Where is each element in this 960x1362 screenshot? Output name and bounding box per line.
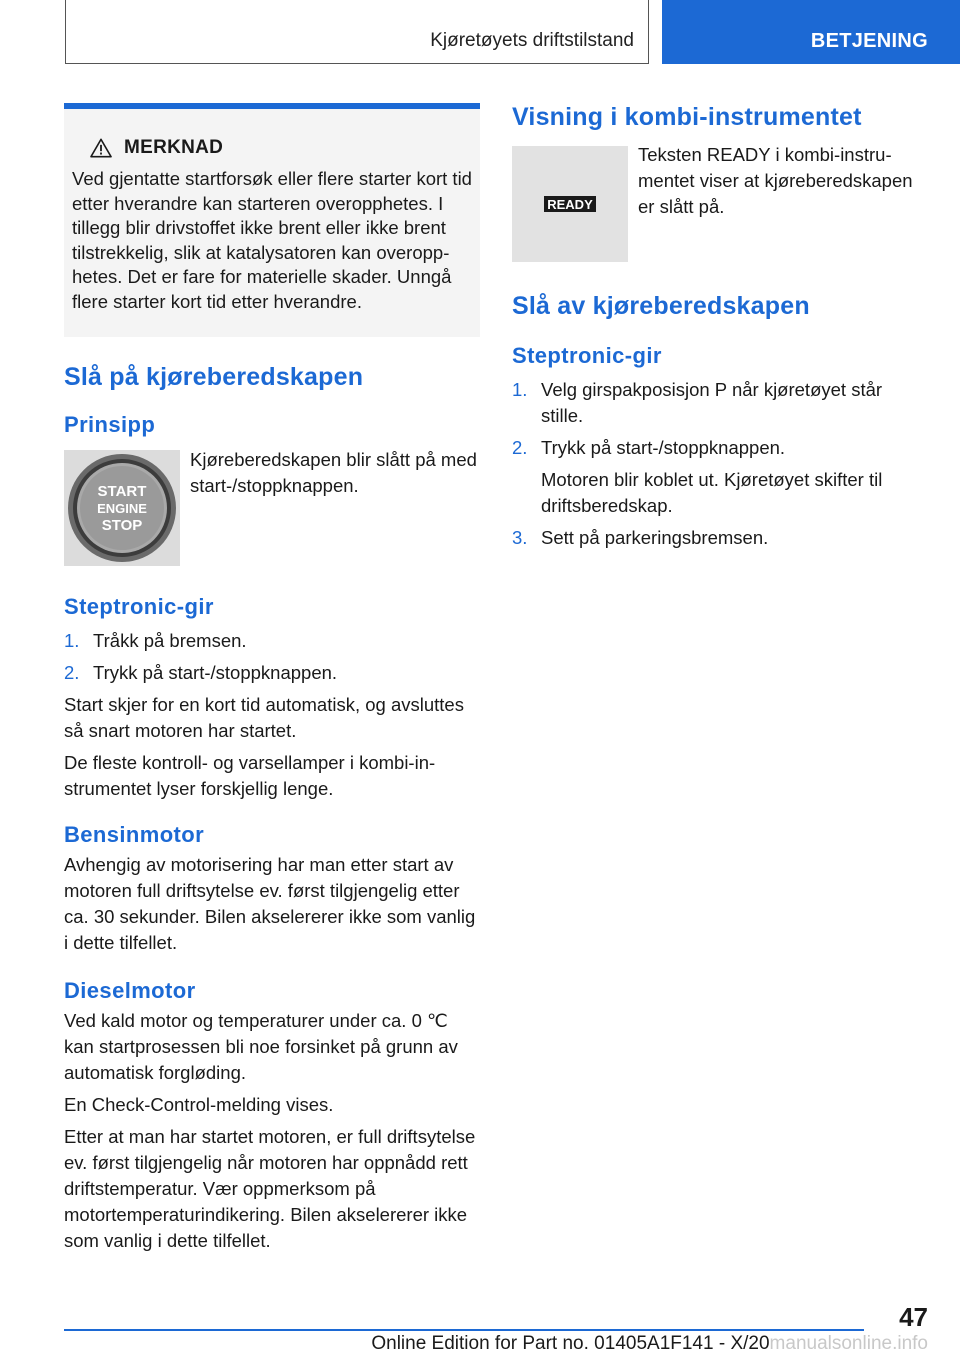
- start-stop-button-icon: [64, 450, 180, 566]
- stop-label: STOP: [101, 516, 143, 534]
- step-number: 3.: [512, 527, 528, 548]
- heading-steptronic-on: Steptronic-gir: [64, 593, 214, 619]
- step-text: Trykk på start-/stoppknappen.: [541, 437, 786, 458]
- engine-label: ENGINE: [97, 500, 147, 516]
- page-number: 47: [899, 1302, 928, 1332]
- list-item: [64, 660, 480, 686]
- heading-switch-off: Slå av kjøreberedskapen: [512, 292, 810, 320]
- heading-switch-on: Slå på kjøreberedskapen: [64, 362, 364, 391]
- heading-diesel: Dieselmotor: [64, 977, 196, 1003]
- list-item: [512, 525, 928, 551]
- heading-steptronic-off: Steptronic-gir: [512, 343, 662, 368]
- step-text: Tråkk på bremsen.: [93, 629, 247, 651]
- steps-on-list: [64, 628, 480, 686]
- lamps-info-text: De fleste kontroll- og varsellamper i kombi-instrumentet lyser forskjellig lenge.: [64, 751, 436, 799]
- diesel-text-3: Etter at man har startet motoren, er full driftsytelse ev. først tilgjengelig når motoren har oppnådd rett driftstemperatur. Vær oppmerksom på motortemperaturindikering. Bilen akselererer ikke som vanlig i dette tilfellet.: [64, 1125, 476, 1251]
- start-info-text: Start skjer for en kort tid automatisk, og avsluttes så snart motoren har startet.: [64, 693, 464, 741]
- header-section-box: [662, 0, 960, 64]
- notice-text: Ved gjentatte startforsøk eller flere starter kort tid etter hverandre kan starteren overopphetes. I tillegg blir drivstoffet ikke brent eller ikke brent tilstrekkelig, slik at katalysatoren kan overopphetes. Det er fare for materielle skader. Unngå flere starter kort tid etter hverandre.: [72, 168, 472, 312]
- footer-divider: [64, 1329, 864, 1331]
- step-number: 1.: [64, 629, 80, 651]
- start-stop-button-image: [64, 450, 180, 566]
- ready-indicator-icon: [512, 146, 628, 262]
- header-chapter-box: [65, 0, 649, 64]
- warning-triangle-icon: [90, 138, 112, 158]
- step-number: 1.: [512, 379, 528, 400]
- step-number: 2.: [64, 661, 80, 683]
- step-text: Trykk på start-/stoppknappen.: [93, 661, 338, 683]
- edition-text: Online Edition for Part no. 01405A1F141 - X/20: [371, 1333, 770, 1354]
- watermark: manualsonline.info: [769, 1333, 928, 1354]
- notice-title: MERKNAD: [124, 137, 224, 158]
- list-item: [512, 377, 928, 429]
- list-item: [512, 435, 928, 461]
- right-column: [512, 103, 928, 557]
- ready-indicator-image: [512, 146, 628, 262]
- steps-off-list: [512, 377, 928, 461]
- heading-petrol: Bensinmotor: [64, 821, 205, 847]
- step-2-subtext: Motoren blir koblet ut. Kjøretøyet skifter til driftsberedskap.: [541, 469, 883, 516]
- display-figure-row: [512, 146, 928, 262]
- principle-figure-row: [64, 450, 480, 566]
- notice-header: [72, 137, 472, 159]
- list-item: [64, 628, 480, 654]
- petrol-text: Avhengig av motorisering har man etter start av motoren full driftsytelse ev. først tilgjengelig etter ca. 30 sekunder. Bilen akselererer ikke som vanlig i dette tilfellet.: [64, 853, 476, 953]
- diesel-text-2: En Check-Control-melding vises.: [64, 1093, 334, 1115]
- notice-box: [64, 103, 480, 337]
- start-label: START: [97, 482, 147, 500]
- section-title: BETJENING: [810, 30, 928, 52]
- step-text: Velg girspakposisjon P når kjøretøyet står stille.: [541, 379, 883, 426]
- heading-display: Visning i kombi-instrumentet: [512, 103, 862, 131]
- diesel-text-1: Ved kald motor og temperaturer under ca. 0 ℃ kan startprosessen bli noe forsinket på grunn av automatisk forgløding.: [64, 1009, 458, 1083]
- step-number: 2.: [512, 437, 528, 458]
- left-column: [64, 103, 480, 1254]
- heading-principle: Prinsipp: [64, 411, 156, 437]
- step-text: Sett på parkeringsbremsen.: [541, 527, 769, 548]
- principle-text: Kjøreberedskapen blir slått på med start-/stoppknappen.: [190, 448, 477, 496]
- ready-label: READY: [547, 197, 593, 212]
- display-text: Teksten READY i kombi-instrumentet viser at kjøreberedskapen er slått på.: [638, 144, 913, 217]
- footer: [0, 1333, 928, 1355]
- chapter-title: Kjøretøyets driftstilstand: [430, 30, 634, 51]
- steps-off-list-cont: [512, 525, 928, 551]
